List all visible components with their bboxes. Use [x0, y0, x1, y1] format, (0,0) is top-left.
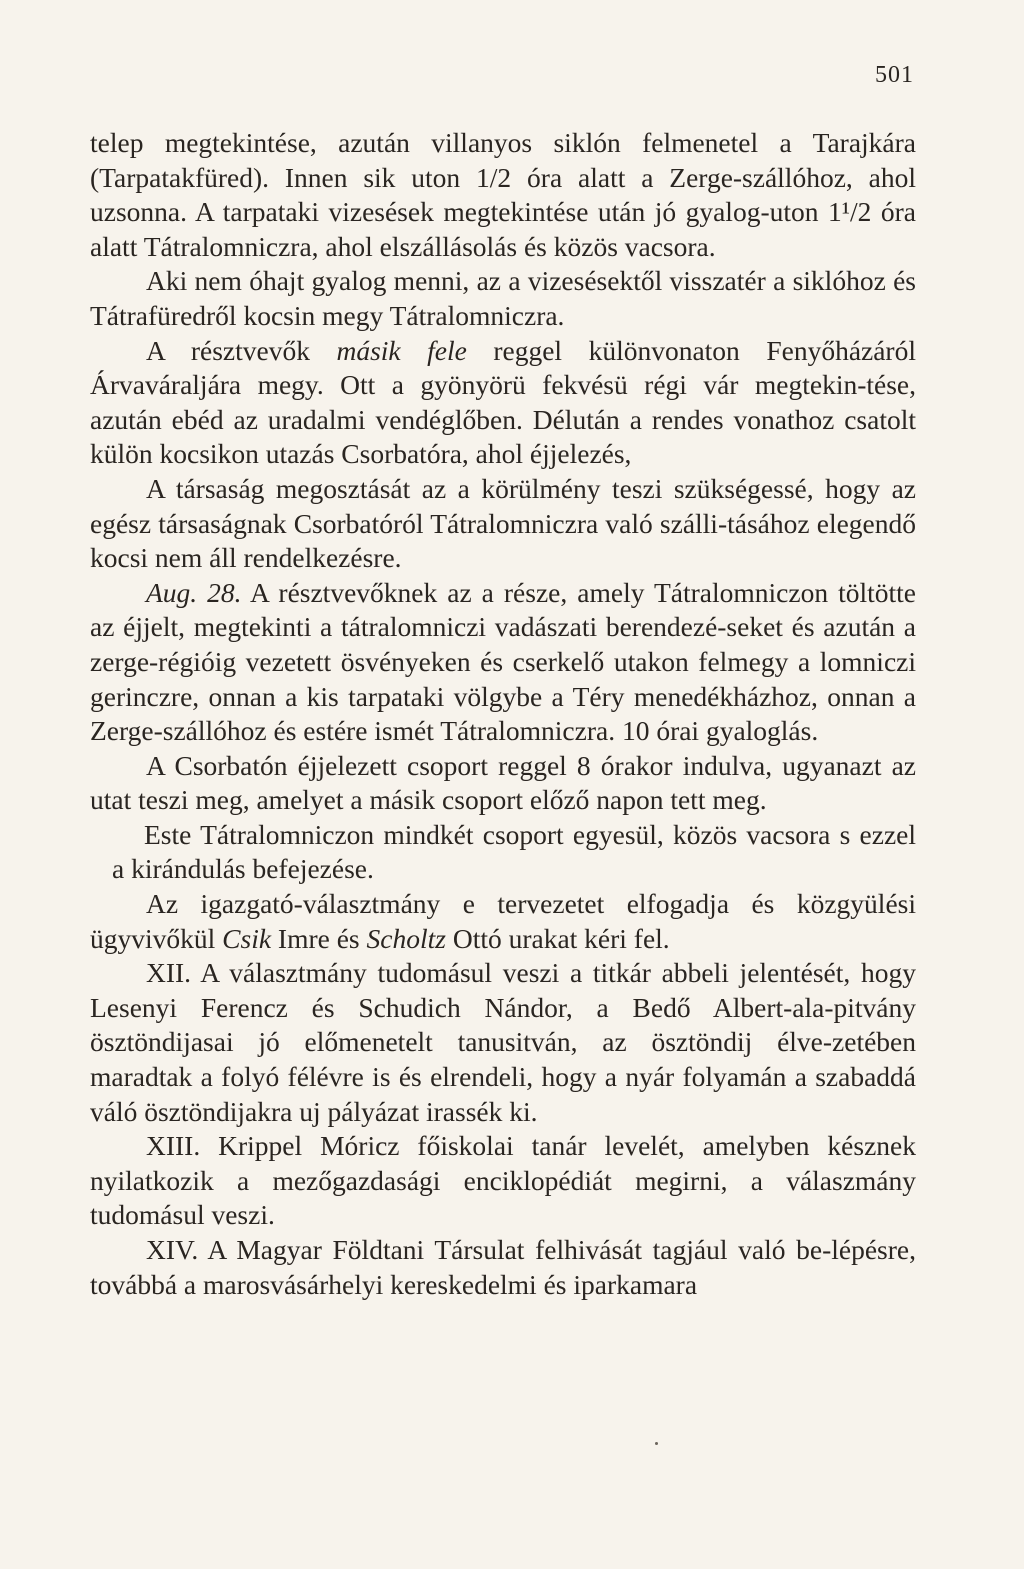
page-number: 501 — [875, 62, 914, 88]
paragraph — [90, 1129, 916, 1233]
italic-text: Csik — [222, 922, 272, 954]
paragraph — [90, 887, 916, 956]
paragraph — [90, 576, 916, 749]
italic-text: Scholtz — [366, 922, 446, 954]
paragraph — [90, 126, 916, 264]
italic-text: másik fele — [336, 334, 467, 366]
text-run: A résztvevőknek az a része, amely Tátralomniczon töltötte az éjjelt, megtekinti a tátralomniczi vadászati berendezé-seket és azután a zerge-régióig vezetett ösvényeken és cserkelő utakon felmegy a lomniczi gerinczre, onnan a kis tarpataki völgybe a Téry menedékházhoz, onnan a Zerge-szállóhoz és estére ismét Tátralomniczra. 10 órai gyaloglás. — [90, 576, 916, 747]
body-text — [90, 126, 916, 1302]
text-run: Este Tátralomniczon mindkét csoport egyesül, közös vacsora s ezzel a kirándulás befejezése. — [112, 818, 916, 885]
text-run: XIII. Krippel Móricz főiskolai tanár levelét, amelyben késznek nyilatkozik a mezőgazdasági enciklopédiát megirni, a válaszmány tudomásul veszi. — [90, 1130, 916, 1231]
text-run: óra alatt a Zerge-szállóhoz, ahol uzsonna. A tarpataki vizesések megtekintése után jó gyalog-uton — [90, 161, 916, 228]
text-run: A társaság megosztását az a körülmény teszi szükségessé, hogy az egész társaságnak Csorbatóról Tátralomniczra való szálli-tásához elegendő kocsi nem áll rendelkezésre. — [90, 472, 916, 574]
fraction-text: 1/2 — [476, 161, 512, 193]
text-run: óra alatt Tátralomniczra, ahol elszállásolás és közös vacsora. — [90, 196, 916, 262]
paragraph — [90, 334, 916, 472]
paragraph — [90, 264, 916, 333]
text-run: telep megtekintése, azután villanyos siklón felmenetel a Tarajkára (Tarpatakfüred). Innen sik uton — [90, 127, 916, 193]
text-run: Ottó urakat kéri fel. — [445, 922, 670, 954]
fraction-text: 1¹/2 — [827, 196, 872, 228]
text-run: A Csorbatón éjjelezett csoport reggel 8 órakor indulva, ugyanazt az utat teszi meg, amelyet a másik csoport előző napon tett meg. — [90, 749, 916, 816]
italic-text: Aug. 28. — [146, 576, 242, 608]
text-run: Aki nem óhajt gyalog menni, az a vizesésektől visszatér a siklóhoz és Tátrafüredről kocsin megy Tátralomniczra. — [90, 265, 916, 331]
text-run: A résztvevők — [146, 334, 337, 366]
paragraph — [90, 818, 916, 887]
text-run: XII. A választmány tudomásul veszi a titkár abbeli jelentését, hogy Lesenyi Ferencz és Schudich Nándor, a Bedő Albert-ala-pitvány ösztöndijasai jó előmenetelt tanusitván, az ösztöndij élve-zetében maradtak a folyó félévre is és elrendeli, hogy a nyár folyamán a szabaddá váló ösztöndijakra uj pályázat irassék ki. — [90, 957, 916, 1127]
paragraph — [90, 1233, 916, 1302]
text-run: Imre és — [271, 922, 367, 954]
paragraph — [90, 472, 916, 576]
text-run: XIV. A Magyar Földtani Társulat felhivását tagjául való be-lépésre, továbbá a marosvásárhelyi kereskedelmi és iparkamara — [90, 1234, 916, 1300]
text-run: Az igazgató-választmány e tervezetet elfogadja és közgyülési ügyvivőkül — [90, 888, 916, 954]
speck-mark — [655, 1442, 658, 1445]
paragraph — [90, 749, 916, 818]
paragraph — [90, 956, 916, 1129]
text-run: reggel különvonaton Fenyőházáról Árvaváraljára megy. Ott a gyönyörü fekvésü régi vár megtekin-tése, azután ebéd az uradalmi vendéglőben. Délután a rendes vonathoz csatolt külön kocsikon utazás Csorbatóra, ahol éjjelezés, — [90, 334, 916, 470]
